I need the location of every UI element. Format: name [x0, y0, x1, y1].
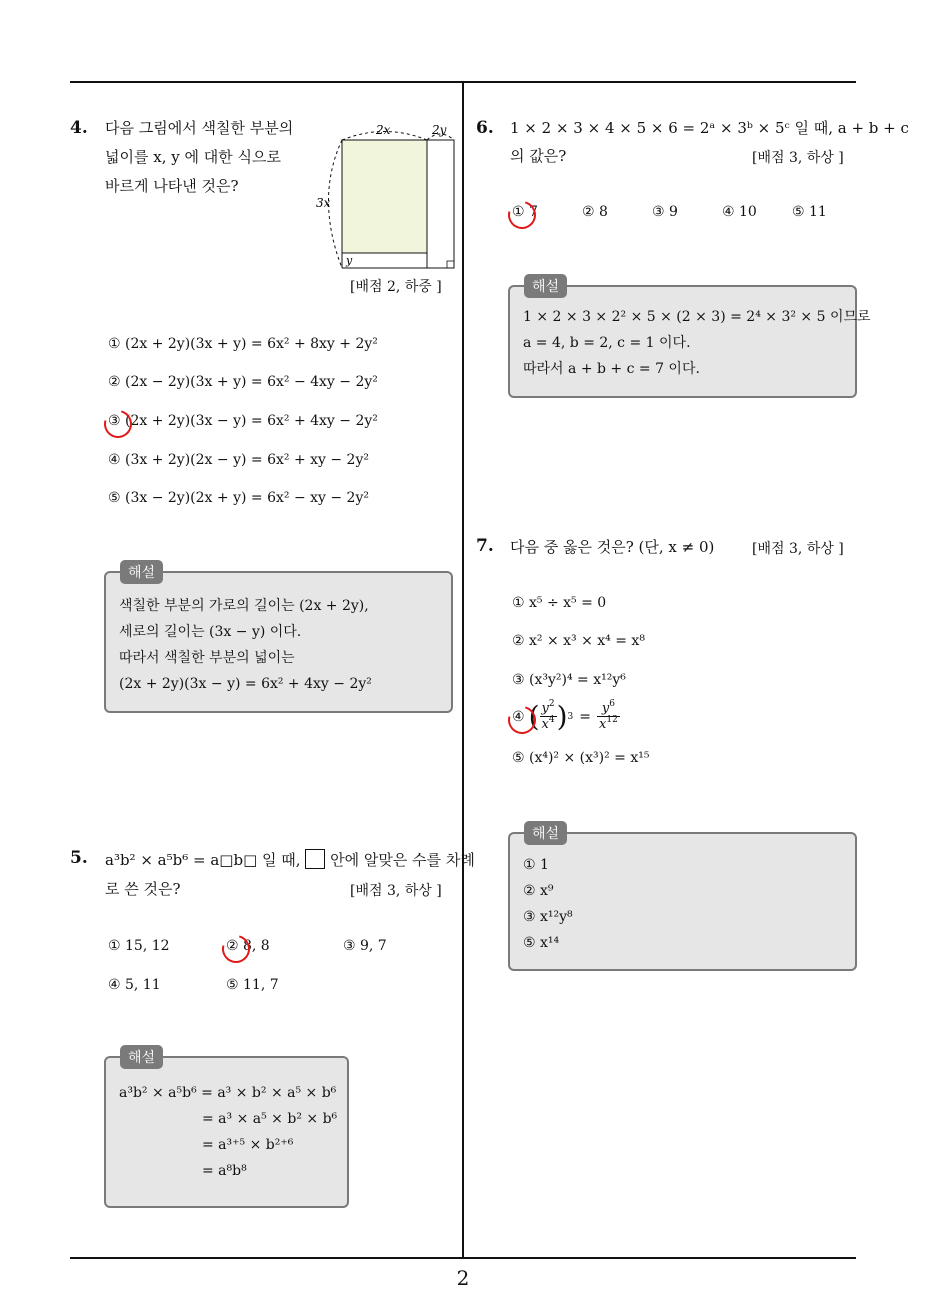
q7-option-4[interactable]: ④ ( $\frac{y^2}{x^4}$ ) 3 = $\frac{y^6}{x^{12}}$ [512, 699, 618, 733]
q6-solution-box [508, 285, 871, 398]
q6-text-line1: 1 × 2 × 3 × 4 × 5 × 6 = 2ᵃ × 3ᵇ × 5ᶜ 일 때, a + b + c [510, 119, 909, 137]
bottom-rule [70, 1257, 856, 1259]
q6-sol-line2: a = 4, b = 2, c = 1 이다. [523, 335, 691, 351]
q4-option-5[interactable]: ⑤ (3x − 2y)(2x + y) = 6x² − xy − 2y² [108, 490, 369, 506]
q7-number: 7. [476, 536, 494, 556]
q6-number: 6. [476, 118, 494, 138]
answer-circle-q5 [217, 930, 255, 968]
q4-sol-line4: (2x + 2y)(3x − y) = 6x² + 4xy − 2y² [119, 676, 372, 692]
blank-box-icon [305, 849, 325, 869]
q4-sol-line2: 세로의 길이는 (3x − y) 이다. [119, 624, 302, 640]
q4-option-3[interactable]: ③ (2x + 2y)(3x − y) = 6x² + 4xy − 2y² [108, 413, 378, 429]
q6-meta: [배점 3, 하상 ] [752, 150, 844, 166]
q5-number: 5. [70, 848, 88, 868]
q7-sol-line3: ③ x¹²y⁸ [523, 909, 573, 925]
right-strip [427, 140, 454, 268]
q6-option-2[interactable]: ② 8 [582, 204, 608, 220]
q4-sol-line1: 색칠한 부분의 가로의 길이는 (2x + 2y), [119, 598, 369, 614]
q4-solution-tag: 해설 [120, 560, 163, 584]
q6-option-5[interactable]: ⑤ 11 [792, 204, 827, 220]
label-2x: 2x [376, 123, 391, 137]
q6-sol-line3: 따라서 a + b + c = 7 이다. [523, 361, 700, 377]
answer-circle-q6 [503, 196, 541, 234]
q7-option-3[interactable]: ③ (x³y²)⁴ = x¹²y⁶ [512, 672, 626, 688]
shaded-region [342, 140, 427, 253]
q6-option-1[interactable]: ① 7 [512, 204, 538, 220]
q7-solution-tag: 해설 [524, 821, 567, 845]
q7-sol-line4: ⑤ x¹⁴ [523, 935, 560, 951]
q4-text-line2: 넓이를 x, y 에 대한 식으로 [105, 148, 281, 166]
q7-option-4-label: ④ [512, 708, 525, 725]
q5-option-5[interactable]: ⑤ 11, 7 [226, 977, 279, 993]
q4-number: 4. [70, 118, 88, 138]
q4-question [105, 114, 293, 201]
q5-option-3[interactable]: ③ 9, 7 [343, 938, 387, 954]
q5-text-a: a³b² × a⁵b⁶ = a□b□ 일 때, [105, 851, 301, 869]
q6-text-line2: 의 값은? [510, 147, 567, 165]
q7-sol-line2: ② x⁹ [523, 883, 554, 899]
q4-figure [310, 118, 460, 273]
q7-meta: [배점 3, 하상 ] [752, 541, 844, 557]
q5-text-line2: 로 쓴 것은? [105, 880, 181, 898]
q7-solution-box [508, 832, 857, 971]
q7-option-1[interactable]: ① x⁵ ÷ x⁵ = 0 [512, 595, 607, 611]
q5-solution-tag: 해설 [120, 1045, 163, 1069]
q5-sol-line3: = a³⁺⁵ × b²⁺⁶ [202, 1137, 294, 1153]
q5-option-1[interactable]: ① 15, 12 [108, 938, 170, 954]
q6-option-4[interactable]: ④ 10 [722, 204, 757, 220]
q5-text-b: 안에 알맞은 수를 차례 [330, 851, 475, 869]
q4-option-4[interactable]: ④ (3x + 2y)(2x − y) = 6x² + xy − 2y² [108, 452, 369, 468]
q4-solution-box [104, 571, 453, 713]
q4-option-1[interactable]: ① (2x + 2y)(3x + y) = 6x² + 8xy + 2y² [108, 336, 378, 352]
page-number: 2 [456, 1266, 470, 1290]
answer-circle-q4 [99, 405, 137, 443]
column-divider [462, 82, 464, 1258]
q7-option-5[interactable]: ⑤ (x⁴)² × (x³)² = x¹⁵ [512, 750, 650, 766]
q5-sol-line4: = a⁸b⁸ [202, 1163, 247, 1179]
q7-option-2[interactable]: ② x² × x³ × x⁴ = x⁸ [512, 633, 645, 649]
q4-text-line3: 바르게 나타낸 것은? [105, 177, 239, 195]
q7-sol-line1: ① 1 [523, 857, 549, 873]
q7-text-line1: 다음 중 옳은 것은? (단, x ≠ 0) [510, 538, 715, 556]
q6-option-3[interactable]: ③ 9 [652, 204, 678, 220]
label-2y: 2y [432, 123, 447, 137]
q5-option-2[interactable]: ② 8, 8 [226, 938, 270, 954]
q4-meta: [배점 2, 하중 ] [350, 279, 442, 295]
q4-text-line1: 다음 그림에서 색칠한 부분의 [105, 119, 294, 137]
label-3x: 3x [316, 196, 331, 210]
q5-question [105, 846, 475, 875]
q5-option-4[interactable]: ④ 5, 11 [108, 977, 161, 993]
q5-sol-line1: a³b² × a⁵b⁶ = a³ × b² × a⁵ × b⁶ [119, 1085, 337, 1101]
q5-solution-box [104, 1056, 349, 1208]
label-y: y [346, 254, 353, 267]
q5-meta: [배점 3, 하상 ] [350, 883, 442, 899]
q4-option-2[interactable]: ② (2x − 2y)(3x + y) = 6x² − 4xy − 2y² [108, 374, 378, 390]
q5-sol-line2: = a³ × a⁵ × b² × b⁶ [202, 1111, 338, 1127]
q6-solution-tag: 해설 [524, 274, 567, 298]
q6-sol-line1: 1 × 2 × 3 × 2² × 5 × (2 × 3) = 2⁴ × 3² × 5 이므로 [523, 309, 871, 325]
q4-sol-line3: 따라서 색칠한 부분의 넓이는 [119, 650, 295, 666]
